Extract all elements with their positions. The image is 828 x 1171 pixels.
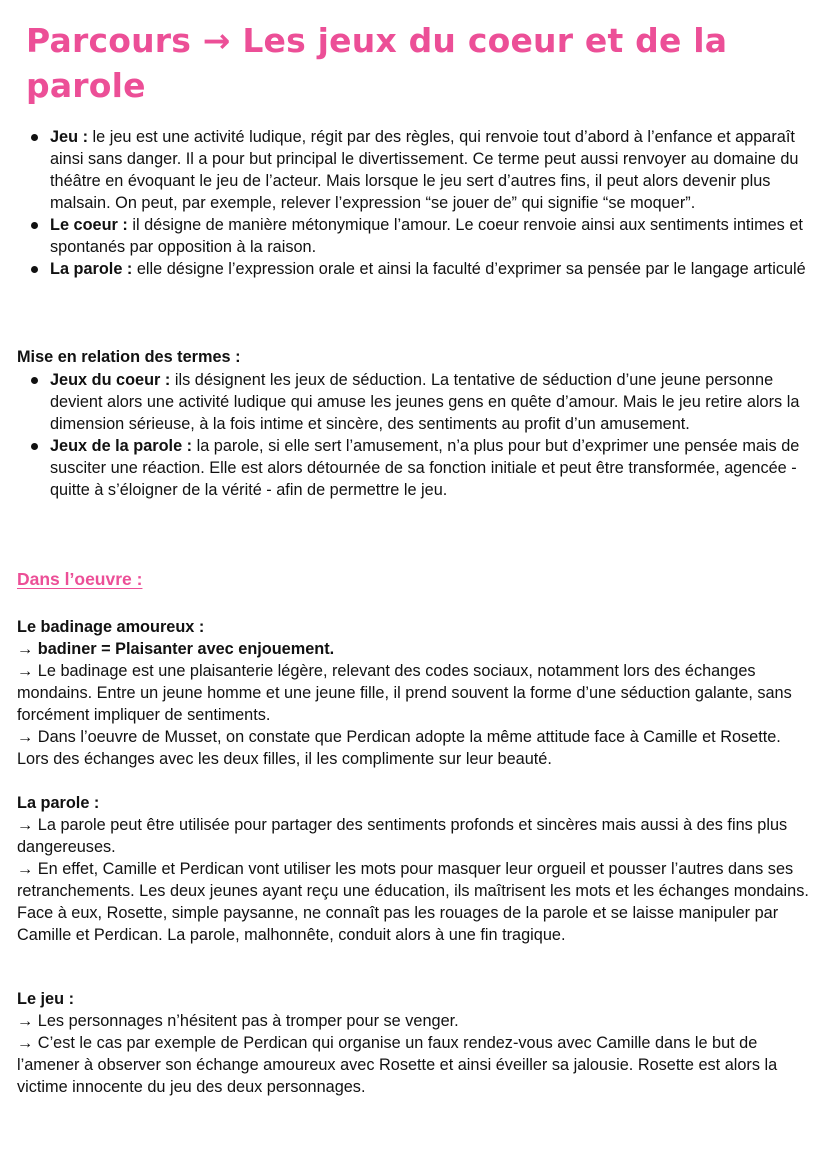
bullet-icon: [31, 222, 38, 229]
definition-text: il désigne de manière métonymique l’amour. Le coeur renvoie ainsi aux sentiments intimes et spontanés par opposition à la raison.: [50, 216, 803, 256]
badinage-heading: Le badinage amoureux :: [17, 618, 205, 636]
relation-text: la parole, si elle sert l’amusement, n’a plus pour but d’exprimer une pensée mais de susciter une réaction. Elle est alors détournée de sa fonction initiale et peut être transformée, agencée - quitte à s’éloigner de la vérité - afin de permettre le jeu.: [50, 437, 800, 499]
definition-item-coeur: [28, 214, 808, 258]
parole-heading: La parole :: [17, 794, 100, 812]
badinage-paragraph-2: → Dans l’oeuvre de Musset, on constate que Perdican adopte la même attitude face à Camille et Rosette. Lors des échanges avec les deux filles, il les complimente sur leur beauté.: [17, 728, 781, 768]
relation-list: [28, 369, 808, 501]
bullet-icon: [31, 266, 38, 273]
definition-term: Le coeur :: [50, 216, 128, 234]
bullet-icon: [31, 443, 38, 450]
bullet-icon: [31, 134, 38, 141]
section-badinage: [17, 616, 817, 770]
definition-item-jeu: [28, 126, 808, 214]
parole-paragraph-2: → En effet, Camille et Perdican vont utiliser les mots pour masquer leur orgueil et pousser l’autres dans ses retranchements. Les deux jeunes ayant reçu une éducation, ils maîtrisent les mots et les échanges mondains. Face à eux, Rosette, simple paysanne, ne connaît pas les rouages de la parole et se laisse manipuler par Camille et Perdican. La parole, malhonnête, conduit alors à une fin tragique.: [17, 860, 809, 944]
definition-text: le jeu est une activité ludique, régit par des règles, qui renvoie tout d’abord à l’enfance et apparaît ainsi sans danger. Il a pour but principal le divertissement. Ce terme peut aussi renvoyer au domaine du théâtre en évoquant le jeu de l’acteur. Mais lorsque le jeu sert d’autres fins, il peut alors devenir plus malsain. On peut, par exemple, relever l’expression “se jouer de” qui signifie “se moquer”.: [50, 128, 799, 212]
definition-text: elle désigne l’expression orale et ainsi la faculté d’exprimer sa pensée par le langage articulé: [132, 260, 806, 278]
jeu-paragraph-1: → Les personnages n’hésitent pas à tromper pour se venger.: [17, 1012, 459, 1030]
section-parole: [17, 792, 817, 946]
definition-item-parole: [28, 258, 808, 280]
definitions-list: [28, 126, 808, 280]
badinage-definition: → badiner = Plaisanter avec enjouement.: [17, 640, 335, 658]
relation-term: Jeux de la parole :: [50, 437, 193, 455]
section-jeu: [17, 988, 817, 1098]
relation-item-parole: [28, 435, 808, 501]
bullet-icon: [31, 377, 38, 384]
section-title-oeuvre: Dans l’oeuvre :: [17, 569, 143, 589]
jeu-paragraph-2: → C’est le cas par exemple de Perdican qui organise un faux rendez-vous avec Camille dans le but de l’amener à observer son échange amoureux avec Rosette et ainsi éveiller sa jalousie. Rosette est alors la victime innocente du jeu des deux personnages.: [17, 1034, 778, 1096]
relation-item-coeur: [28, 369, 808, 435]
jeu-heading: Le jeu :: [17, 990, 74, 1008]
parole-paragraph-1: → La parole peut être utilisée pour partager des sentiments profonds et sincères mais aussi à des fins plus dangereuses.: [17, 816, 788, 856]
relation-heading: Mise en relation des termes :: [17, 348, 241, 366]
definition-term: La parole :: [50, 260, 133, 278]
badinage-paragraph-1: → Le badinage est une plaisanterie légère, relevant des codes sociaux, notamment lors des échanges mondains. Entre un jeune homme et une jeune fille, il prend souvent la forme d’une séduction galante, sans forcément impliquer de sentiments.: [17, 662, 792, 724]
definition-term: Jeu :: [50, 128, 89, 146]
relation-text: ils désignent les jeux de séduction. La tentative de séduction d’une jeune personne devient alors une activité ludique qui amuse les jeunes gens en quête d’amour. Mais le jeu retire alors la dimension sérieuse, à la fois intime et sincère, des sentiments au profit d’un amusement.: [50, 371, 800, 433]
page-title: Parcours → Les jeux du coeur et de la parole: [26, 21, 728, 105]
relation-term: Jeux du coeur :: [50, 371, 171, 389]
